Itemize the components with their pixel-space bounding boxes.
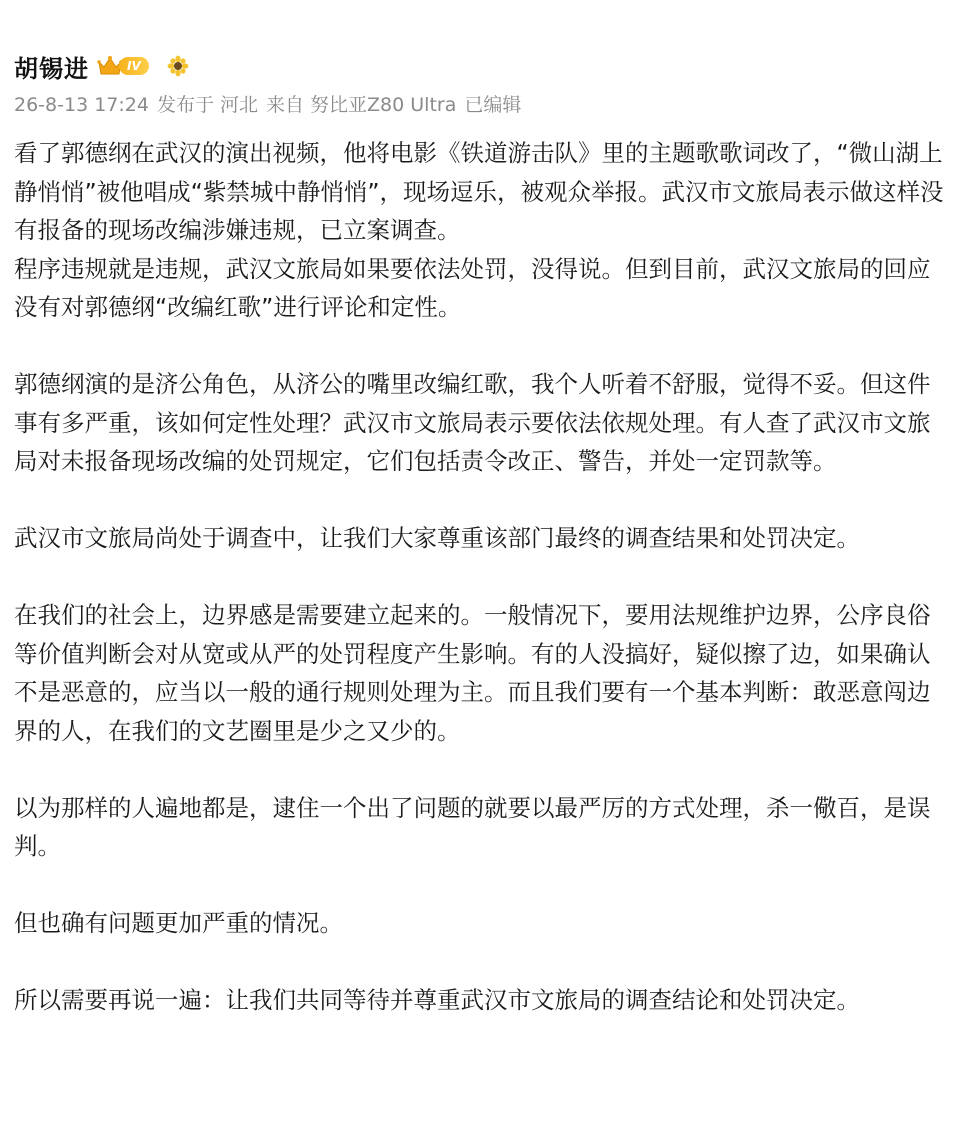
paragraph-gap xyxy=(14,866,946,905)
paragraph: 但也确有问题更加严重的情况。 xyxy=(14,909,343,937)
vip-badge[interactable] xyxy=(97,54,149,78)
paragraph: 所以需要再说一遍：让我们共同等待并尊重武汉市文旅局的调查结论和处罚决定。 xyxy=(14,986,860,1014)
post-timestamp[interactable]: 26-8-13 17:24 xyxy=(14,94,149,116)
paragraph: 武汉市文旅局尚处于调查中，让我们大家尊重该部门最终的调查结果和处罚决定。 xyxy=(14,524,860,552)
vip-level: IV xyxy=(119,57,149,75)
post-device: 来自 努比亚Z80 Ultra xyxy=(266,94,457,116)
post-header xyxy=(14,44,189,88)
sunflower-icon[interactable] xyxy=(167,55,189,77)
post-meta xyxy=(14,90,529,117)
paragraph-gap xyxy=(14,943,946,982)
paragraph: 以为那样的人遍地都是，逮住一个出了问题的就要以最严厉的方式处理，杀一儆百，是误判。 xyxy=(14,793,931,860)
paragraph: 在我们的社会上，边界感是需要建立起来的。一般情况下，要用法规维护边界，公序良俗等价值判断会对从宽或从严的处罚程度产生影响。有的人没搞好，疑似擦了边，如果确认不是恶意的，应当以一般的通行规则处理为主。而且我们要有一个基本判断：敢恶意闯边界的人，在我们的文艺圈里是少之又少的。 xyxy=(14,601,931,745)
post-location: 发布于 河北 xyxy=(156,94,258,116)
post-body xyxy=(14,134,946,1020)
paragraph-gap xyxy=(14,558,946,597)
paragraph: 郭德纲演的是济公角色，从济公的嘴里改编红歌，我个人听着不舒服，觉得不妥。但这件事有多严重，该如何定性处理？武汉市文旅局表示要依法依规处理。有人查了武汉市文旅局对未报备现场改编的处罚规定，它们包括责令改正、警告，并处一定罚款等。 xyxy=(14,370,931,475)
author-name[interactable]: 胡锡进 xyxy=(14,54,89,83)
paragraph-gap xyxy=(14,327,946,366)
paragraph: 看了郭德纲在武汉的演出视频，他将电影《铁道游击队》里的主题歌歌词改了，“微山湖上静悄悄”被他唱成“紫禁城中静悄悄”，现场逗乐，被观众举报。武汉市文旅局表示做这样没有报备的现场改编涉嫌违规，已立案调查。 程序违规就是违规，武汉文旅局如果要依法处罚，没得说。但到目前，武汉文旅局的回应没有对郭德纲“改编红歌”进行评论和定性。 xyxy=(14,139,944,321)
paragraph-gap xyxy=(14,481,946,520)
edited-flag[interactable]: 已编辑 xyxy=(464,94,522,116)
paragraph-gap xyxy=(14,750,946,789)
